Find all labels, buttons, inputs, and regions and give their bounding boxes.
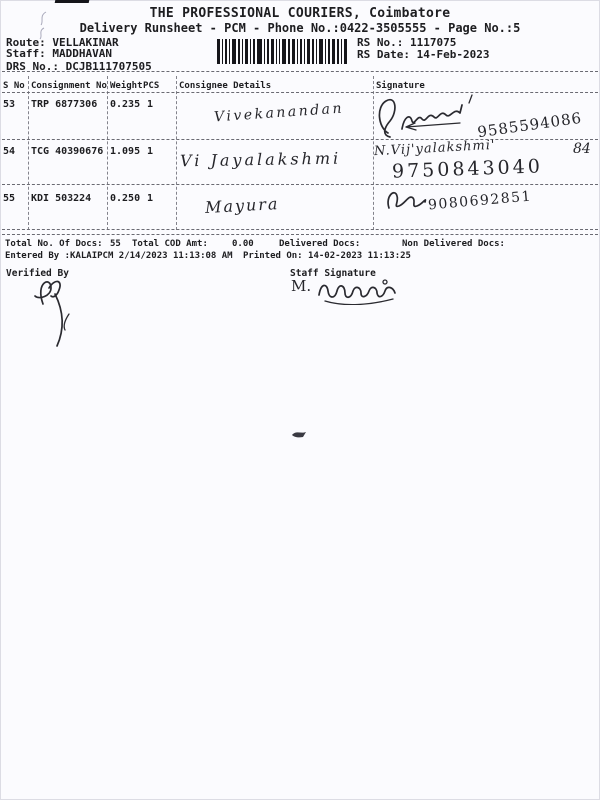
- rs-date-value: 14-Feb-2023: [416, 48, 490, 61]
- col-header-consignee: Consignee Details: [179, 81, 272, 91]
- row53-sno: 53: [3, 99, 16, 110]
- table-vline-2: [107, 76, 108, 230]
- divider-row53: [2, 139, 598, 140]
- divider-table-bottom: [2, 229, 598, 230]
- row55-signature-phone: 9080692851: [427, 188, 533, 214]
- stray-ink-mark: [290, 428, 308, 440]
- runsheet-barcode: [217, 39, 350, 64]
- staff-signature-handwriting: [291, 277, 411, 305]
- divider-row54: [2, 184, 598, 185]
- staff-signature-scribble: [315, 279, 411, 305]
- row53-signature-phone: 9585594086: [476, 108, 584, 142]
- table-vline-3: [176, 76, 177, 230]
- entered-by-line: Entered By :KALAIPCM 2/14/2023 11:13:08 AM: [5, 251, 233, 261]
- rs-date-label: RS Date:: [357, 48, 410, 61]
- rs-date-line: [357, 48, 489, 61]
- row54-consignee-handwriting: Vi Jayalakshmi: [179, 148, 342, 171]
- printed-on-line: Printed On: 14-02-2023 11:13:25: [243, 251, 411, 261]
- col-header-signature: Signature: [376, 81, 425, 91]
- divider-footer-top: [2, 234, 598, 235]
- row54-sno: 54: [3, 146, 16, 157]
- rs-no-label: RS No.:: [357, 36, 404, 49]
- total-cod-label: Total COD Amt:: [132, 239, 208, 249]
- total-docs-label: Total No. Of Docs:: [5, 239, 103, 249]
- company-title: THE PROFESSIONAL COURIERS, Coimbatore: [149, 6, 451, 21]
- row55-pcs: 1: [147, 193, 154, 204]
- row53-consignee-handwriting: Vivekanandan: [213, 100, 345, 126]
- verified-by-signature-scribble: [25, 276, 85, 348]
- rs-no-value: 1117075: [409, 36, 457, 49]
- row54-signature-name: N.Vij'yalakshmi': [373, 137, 496, 160]
- col-header-sno: S No: [3, 81, 25, 91]
- row54-signature-phone: 9750843040: [391, 155, 544, 183]
- row54-pcs: 1: [147, 146, 154, 157]
- non-delivered-docs-label: Non Delivered Docs:: [402, 239, 505, 249]
- total-cod-value: 0.00: [232, 239, 254, 249]
- col-header-pcs: PCS: [143, 81, 160, 91]
- col-header-consignment: Consignment No: [31, 81, 107, 91]
- staff-line: [6, 47, 112, 60]
- runsheet-subtitle: Delivery Runsheet - PCM - Phone No.:0422-3505555 - Page No.:5: [79, 21, 521, 35]
- staff-signature-label: Staff Signature: [290, 268, 376, 279]
- staff-label: Staff:: [6, 47, 46, 60]
- total-docs-value: 55: [110, 239, 121, 249]
- route-label: Route:: [6, 36, 46, 49]
- staff-signature-initial: M.: [291, 277, 312, 295]
- verified-by-label: Verified By: [6, 268, 69, 279]
- row54-weight: 1.095: [110, 146, 141, 157]
- row55-consignee-handwriting: Mayura: [204, 194, 280, 217]
- row55-consignment: KDI 503224: [31, 193, 92, 204]
- row55-sno: 55: [3, 193, 16, 204]
- row55-signature-scribble: [383, 186, 431, 216]
- staff-value: MADDHAVAN: [52, 47, 112, 60]
- row53-consignment: TRP 6877306: [31, 99, 98, 110]
- table-vline-1: [28, 76, 29, 230]
- row53-weight: 0.235: [110, 99, 141, 110]
- drs-value: DCJB111707505: [65, 60, 152, 73]
- row53-pcs: 1: [147, 99, 154, 110]
- row54-consignment: TCG 40390676: [31, 146, 104, 157]
- divider-header: [2, 71, 598, 72]
- row54-signature-note: 84: [573, 141, 591, 157]
- drs-label: DRS No.:: [6, 60, 59, 73]
- scan-artifact-top-mark: [55, 0, 90, 3]
- col-header-weight: Weight: [110, 81, 143, 91]
- delivered-docs-label: Delivered Docs:: [279, 239, 361, 249]
- row55-weight: 0.250: [110, 193, 141, 204]
- route-value: VELLAKINAR: [52, 36, 119, 49]
